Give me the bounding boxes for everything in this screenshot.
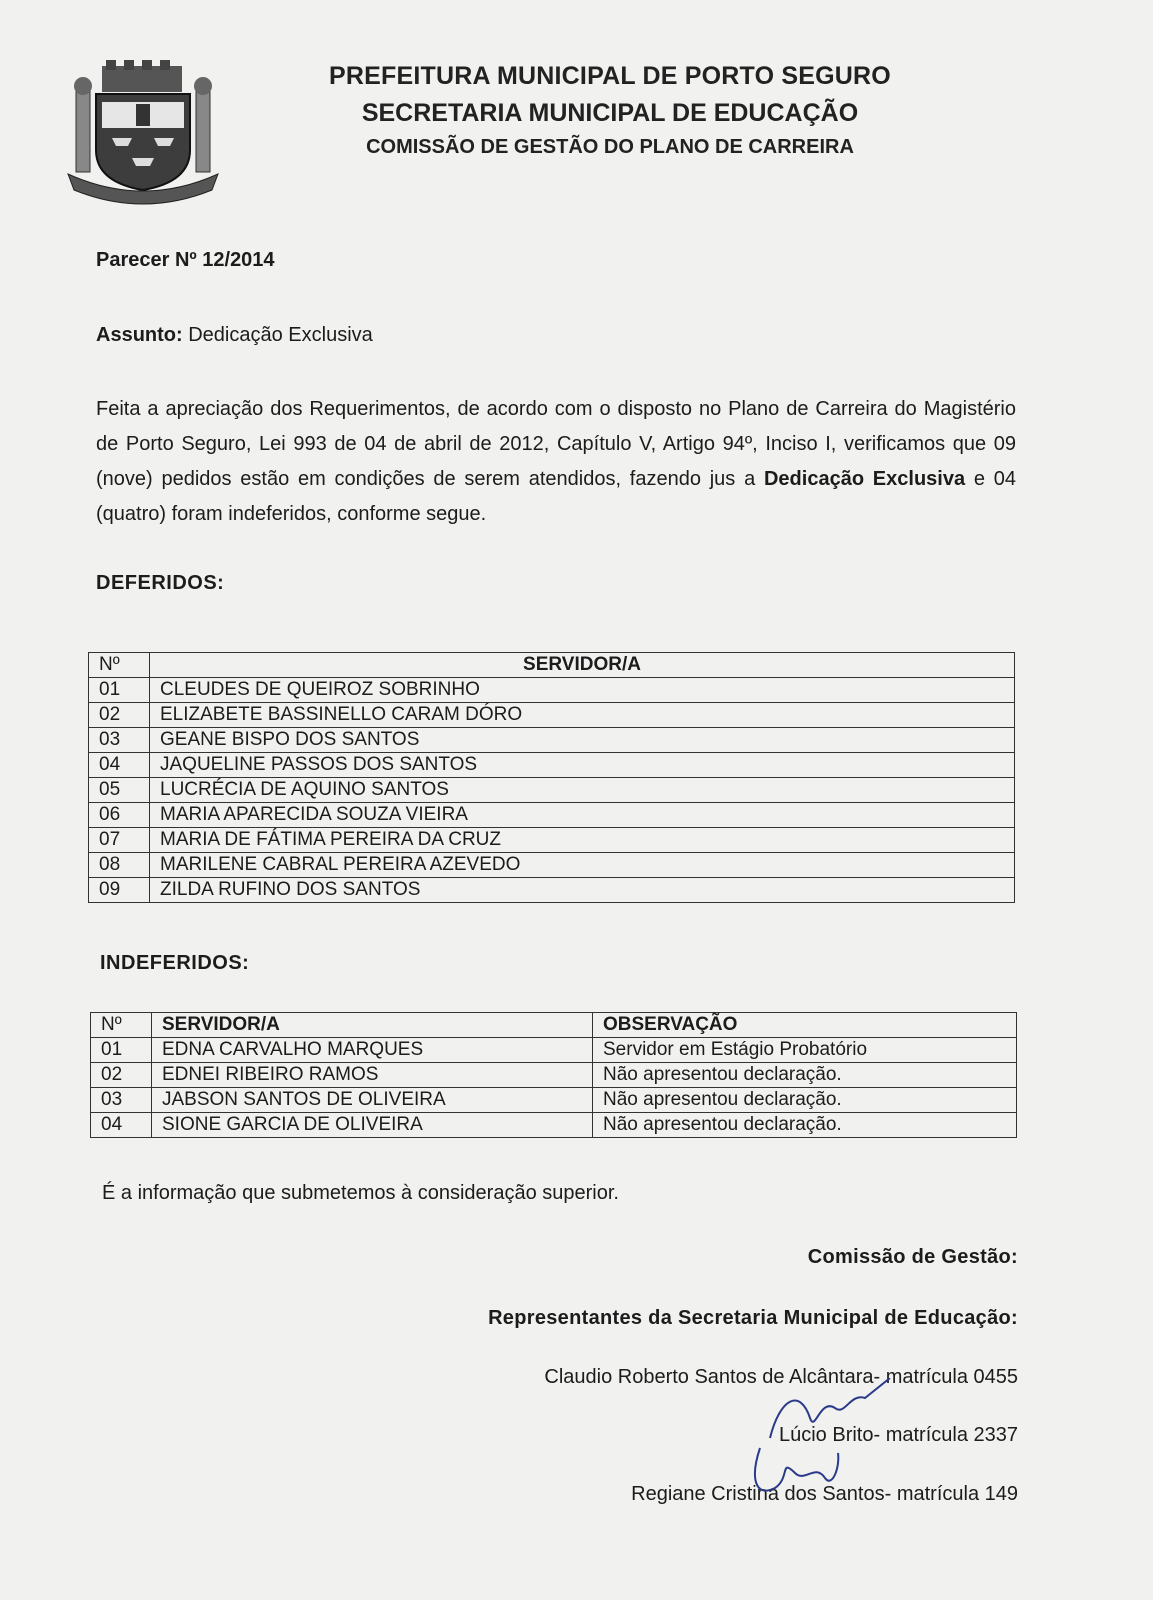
table-row xyxy=(91,1063,1017,1088)
commission-title: COMISSÃO DE GESTÃO DO PLANO DE CARREIRA xyxy=(366,136,854,158)
body-bold: Dedicação Exclusiva xyxy=(763,468,966,490)
row-servidor: EDNA CARVALHO MARQUES xyxy=(152,1038,593,1063)
table-row xyxy=(89,703,1015,728)
body-part1: Feita a apreciação dos Requerimentos, de acordo com o disposto no Plano de Carreira do Magistério de Porto Seguro, Lei 993 de 04 de abril de 2012, Capítulo V, Artigo 94º, Inciso I, verificamos que 09 (nove) pedidos estão em condições de serem atendidos, fazendo jus a xyxy=(96,398,1016,490)
row-num: 07 xyxy=(89,828,150,853)
row-servidor: SIONE GARCIA DE OLIVEIRA xyxy=(152,1113,593,1138)
row-servidor: JABSON SANTOS DE OLIVEIRA xyxy=(152,1088,593,1113)
table-header-row xyxy=(89,653,1015,678)
row-num: 05 xyxy=(89,778,150,803)
row-num: 08 xyxy=(89,853,150,878)
row-servidor: MARIA APARECIDA SOUZA VIEIRA xyxy=(150,803,1015,828)
parecer-number: Parecer Nº 12/2014 xyxy=(96,249,275,271)
subject-line xyxy=(96,324,373,347)
table-row xyxy=(89,853,1015,878)
body-paragraph xyxy=(96,392,1016,532)
row-servidor: GEANE BISPO DOS SANTOS xyxy=(150,728,1015,753)
subject-label: Assunto: xyxy=(96,324,183,346)
letterhead xyxy=(300,62,920,159)
row-num: 09 xyxy=(89,878,150,903)
table-row xyxy=(89,803,1015,828)
coat-of-arms-icon xyxy=(62,58,224,206)
header-num: Nº xyxy=(89,653,150,678)
row-num: 02 xyxy=(91,1063,152,1088)
row-servidor: LUCRÉCIA DE AQUINO SANTOS xyxy=(150,778,1015,803)
signatory-line: Lúcio Brito- matrícula 2337 xyxy=(778,1424,1018,1446)
signatory-line: Claudio Roberto Santos de Alcântara- matrícula 0455 xyxy=(544,1366,1018,1388)
header-servidor: SERVIDOR/A xyxy=(150,653,1015,678)
row-num: 04 xyxy=(89,753,150,778)
commission-label: Comissão de Gestão: xyxy=(807,1246,1018,1268)
table-row xyxy=(89,678,1015,703)
row-servidor: ELIZABETE BASSINELLO CARAM DÓRO xyxy=(150,703,1015,728)
row-observacao: Não apresentou declaração. xyxy=(593,1113,1017,1138)
secretariat-title: SECRETARIA MUNICIPAL DE EDUCAÇÃO xyxy=(361,99,859,127)
row-num: 03 xyxy=(91,1088,152,1113)
handwritten-signature-icon xyxy=(740,1378,900,1518)
subject-value: Dedicação Exclusiva xyxy=(188,324,373,346)
row-servidor: MARILENE CABRAL PEREIRA AZEVEDO xyxy=(150,853,1015,878)
row-servidor: ZILDA RUFINO DOS SANTOS xyxy=(150,878,1015,903)
row-observacao: Não apresentou declaração. xyxy=(593,1063,1017,1088)
table-row xyxy=(89,778,1015,803)
table-row xyxy=(89,728,1015,753)
indeferidos-title: INDEFERIDOS: xyxy=(100,952,250,974)
row-num: 06 xyxy=(89,803,150,828)
row-servidor: CLEUDES DE QUEIROZ SOBRINHO xyxy=(150,678,1015,703)
header-observacao: OBSERVAÇÃO xyxy=(593,1013,1017,1038)
row-observacao: Servidor em Estágio Probatório xyxy=(593,1038,1017,1063)
row-num: 01 xyxy=(89,678,150,703)
row-num: 04 xyxy=(91,1113,152,1138)
table-row xyxy=(91,1038,1017,1063)
table-row xyxy=(89,878,1015,903)
row-num: 01 xyxy=(91,1038,152,1063)
table-row xyxy=(89,828,1015,853)
row-servidor: JAQUELINE PASSOS DOS SANTOS xyxy=(150,753,1015,778)
row-observacao: Não apresentou declaração. xyxy=(593,1088,1017,1113)
header-servidor: SERVIDOR/A xyxy=(152,1013,593,1038)
signatory-line: Regiane Cristina dos Santos- matrícula 149 xyxy=(631,1483,1018,1505)
deferidos-title: DEFERIDOS: xyxy=(96,572,225,594)
table-row xyxy=(91,1088,1017,1113)
row-servidor: MARIA DE FÁTIMA PEREIRA DA CRUZ xyxy=(150,828,1015,853)
row-num: 02 xyxy=(89,703,150,728)
table-header-row xyxy=(91,1013,1017,1038)
municipality-title: PREFEITURA MUNICIPAL DE PORTO SEGURO xyxy=(329,62,891,90)
deferidos-table xyxy=(88,652,1015,903)
table-row xyxy=(89,753,1015,778)
row-num: 03 xyxy=(89,728,150,753)
body-part2: e 04 (quatro) foram indeferidos, conforme segue. xyxy=(96,468,1017,525)
representatives-label: Representantes da Secretaria Municipal de Educação: xyxy=(488,1307,1018,1329)
row-servidor: EDNEI RIBEIRO RAMOS xyxy=(152,1063,593,1088)
table-row xyxy=(91,1113,1017,1138)
header-num: Nº xyxy=(91,1013,152,1038)
indeferidos-table xyxy=(90,1012,1017,1138)
closing-statement: É a informação que submetemos à consideração superior. xyxy=(102,1182,619,1204)
